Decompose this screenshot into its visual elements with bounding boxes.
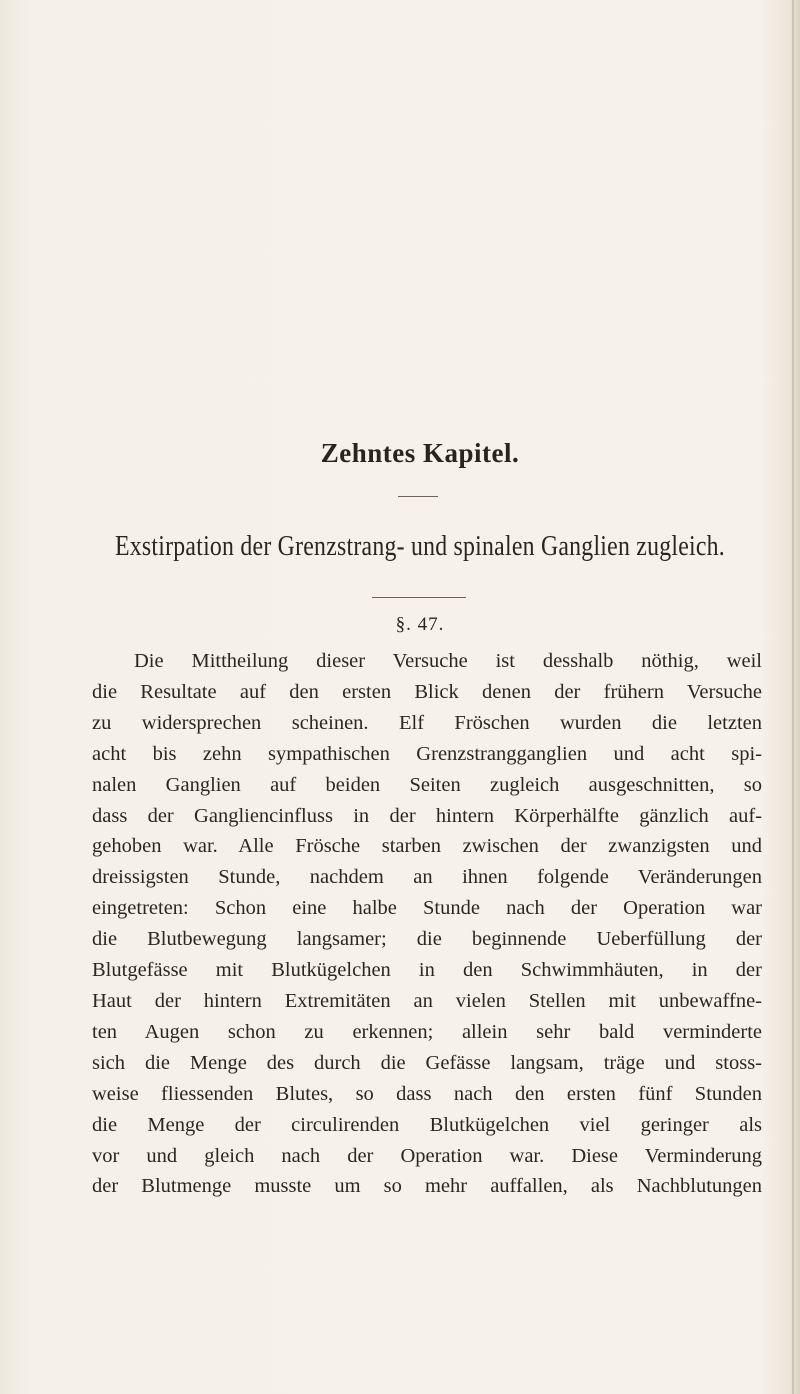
text-line: eingetreten: Schon eine halbe Stunde nach der Operation war [92,897,762,920]
text-line: acht bis zehn sympathischen Grenzstrangganglien und acht spi- [92,742,762,765]
text-line: zu widersprechen scheinen. Elf Fröschen wurden die letzten [92,711,762,734]
text-line: nalen Ganglien auf beiden Seiten zugleich ausgeschnitten, so [92,773,762,796]
text-line: die Menge der circulirenden Blutkügelchen viel geringer als [92,1113,762,1136]
page-edge-shadow [792,0,794,1394]
section-heading: Exstirpation der Grenzstrang- und spinalen Ganglien zugleich. [114,530,725,562]
text-line: vor und gleich nach der Operation war. Diese Verminderung [92,1144,762,1167]
text-line: dass der Gangliencinfluss in der hintern Körperhälfte gänzlich auf- [92,804,762,827]
text-line: weise fliessenden Blutes, so dass nach den ersten fünf Stunden [92,1082,762,1105]
text-line: der Blutmenge musste um so mehr auffallen, als Nachblutungen [92,1175,762,1198]
text-line: gehoben war. Alle Frösche starben zwischen der zwanzigsten und [92,835,762,858]
text-line: Blutgefässe mit Blutkügelchen in den Schwimmhäuten, in der [92,959,762,982]
chapter-title: Zehntes Kapitel. [320,438,520,468]
text-line: Die Mittheilung dieser Versuche ist desshalb nöthig, weil [134,650,762,672]
paragraph-number: §. 47. [395,614,445,635]
text-line: dreissigsten Stunde, nachdem an ihnen folgende Veränderungen [92,866,762,889]
text-line: die Resultate auf den ersten Blick denen der frühern Versuche [92,680,762,703]
text-line: sich die Menge des durch die Gefässe langsam, träge und stoss- [92,1051,762,1074]
body-text [92,646,762,1202]
text-line: die Blutbewegung langsamer; die beginnende Ueberfüllung der [92,928,762,951]
text-line: Haut der hintern Extremitäten an vielen Stellen mit unbewaffne- [92,989,762,1012]
text-line: ten Augen schon zu erkennen; allein sehr bald verminderte [92,1020,762,1043]
heading-divider [372,597,466,598]
title-divider [398,496,438,497]
